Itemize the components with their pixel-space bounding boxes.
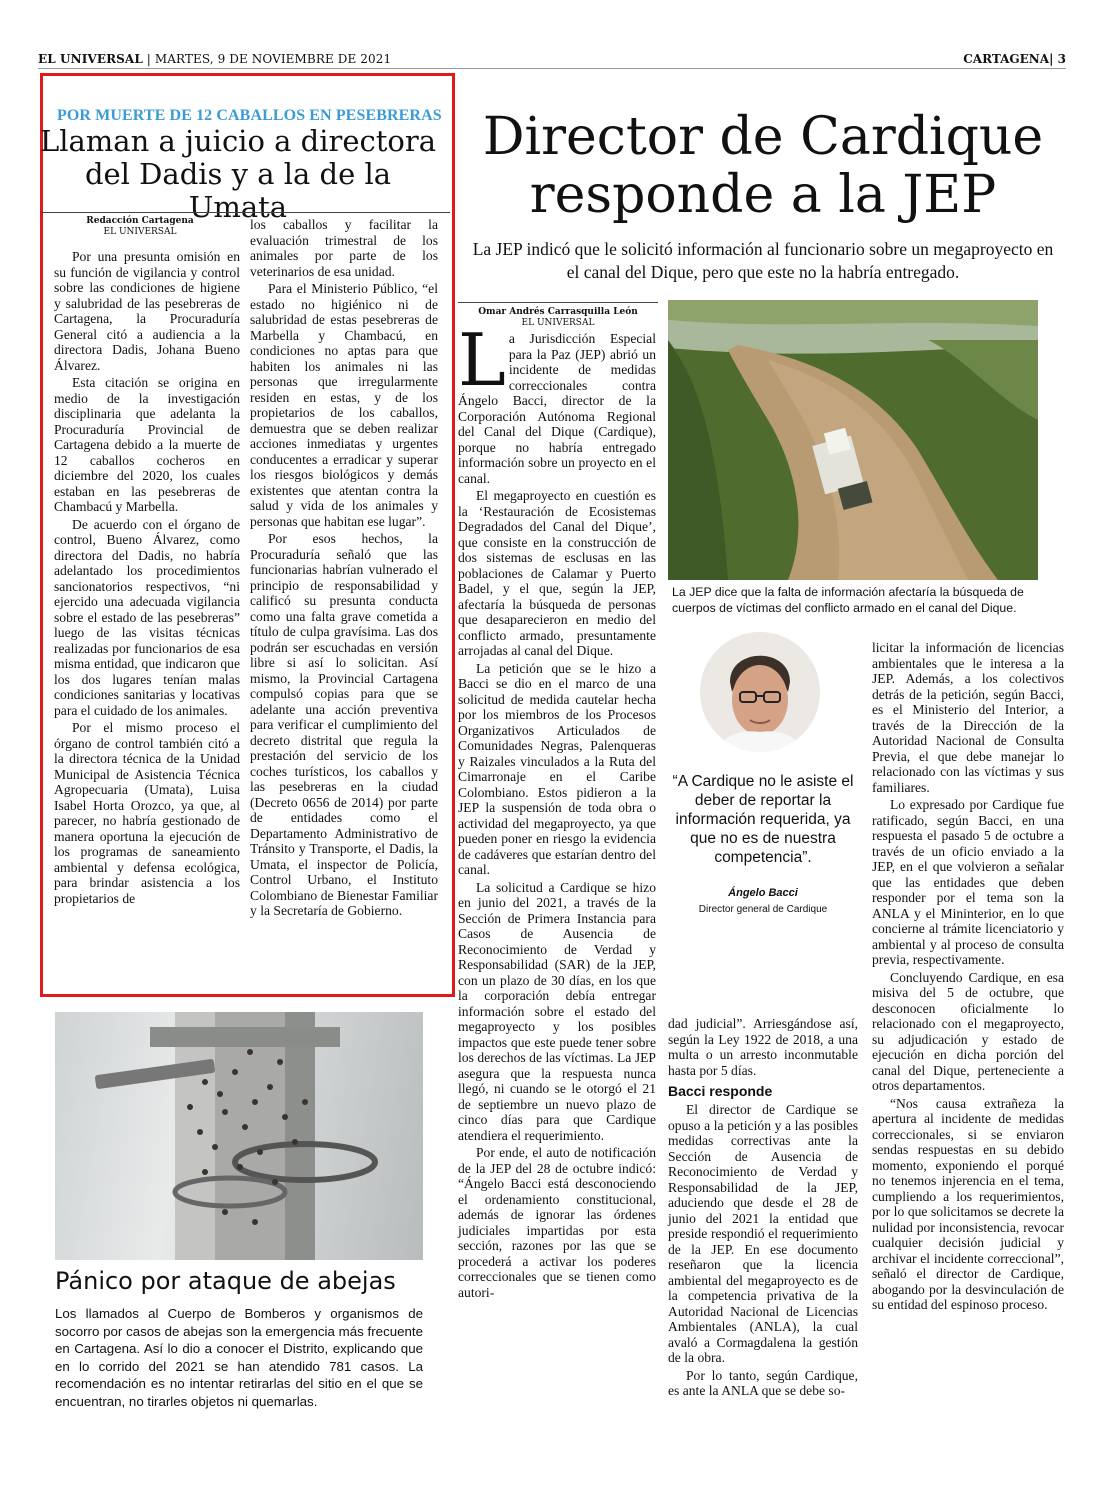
newspaper-name: EL UNIVERSAL	[38, 52, 143, 66]
paragraph: Por ende, el auto de notificación de la JEP del 28 de octubre indicó: “Ángelo Bacci está desconociendo el ordenamiento constitucional, además de ignorar las órdenes judiciales impartidas por esta sección, razones por las que se procederá a activar los poderes correccionales que se tienen como autori-	[458, 1145, 656, 1300]
story-column-2	[250, 217, 438, 921]
paragraph: La solicitud a Cardique se hizo en junio del 2021, a través de la Sección de Primera Instancia para Casos de Ausencia de Reconocimiento de Verdad y Responsabilidad (SAR) de la JEP, con un plazo de 30 días, en los que la corporación debía entregar información sobre el estado del megaproyecto y los posibles impactos que este puede tener sobre los derechos de las víctimas. La JEP asegura que la respuesta nunca llegó, ni cuando se le otorgó el 21 de septiembre un nuevo plazo de cinco días para que Cardique atendiera el requerimiento.	[458, 879, 656, 1143]
quote-author: Ángelo Bacci	[728, 887, 798, 899]
lead-paragraph: a Jurisdicción Especial para la Paz (JEP) abrió un incidente de medidas correccionales contra Ángelo Bacci, director de la Corporación Autónoma Regional del Canal del Dique (Cardique), porque no habría entregado información sobre un proyecto en el canal.	[458, 331, 656, 486]
photo-caption: La JEP dice que la falta de información afectaría la búsqueda de cuerpos de víctimas del conflicto armado en el canal del Dique.	[672, 585, 1024, 615]
section-subhead: Bacci responde	[668, 1083, 773, 1099]
canal-illustration	[668, 300, 1038, 580]
paragraph: Por lo tanto, según Cardique, es ante la ANLA que se debe so-	[668, 1367, 858, 1398]
paragraph: El megaproyecto en cuestión es la ‘Restauración de Ecosistemas Degradados del Canal del Dique’, que consiste en la construcción de dos sistemas de esclusas en las poblaciones de Calamar y Puerto Badel, y el que, según la JEP, afectaría la búsqueda de personas que desaparecieron en medio del conflicto armado, presuntamente arrojadas al canal del Dique.	[458, 488, 656, 658]
main-column-3	[872, 640, 1064, 1315]
canal-photo	[668, 300, 1038, 580]
byline-rule	[40, 212, 450, 213]
paragraph: Lo expresado por Cardique fue ratificado, según Bacci, en una respuesta el pasado 5 de octubre a través de un oficio enviado a la JEP, en el que volvieron a señalar que las entidades que deben responder por el tema son la ANLA y el Mininterior, en lo que concierne al trámite licenciatorio y ambiental y al proceso de consulta previa, respectivamente.	[872, 797, 1064, 967]
paragraph: Esta citación se origina en medio de la investigación disciplinaria que adelanta la Procuraduría Provincial de Cartagena debido a la muerte de 12 caballos cocheros en diciembre del 2020, los cuales estaban en las pesebreras de Chambacú y Marbella.	[54, 375, 240, 514]
pull-quote: “A Cardique no le asiste el deber de reportar la información requerida, ya que no es de nuestra competencia”.	[672, 773, 854, 866]
quote-author-role: Director general de Cardique	[698, 904, 828, 915]
bees-photo	[55, 1012, 423, 1260]
main-column-2-continued	[668, 1102, 858, 1401]
pole-illustration	[55, 1012, 423, 1260]
byline-rule	[458, 302, 658, 303]
byline-name: Redacción Cartagena	[86, 216, 194, 226]
paragraph: Por una presunta omisión en su función de vigilancia y control sobre las condiciones de higiene y salubridad de las pesebreras de Cartagena, la Procuraduría General citó a audiencia a la directora Dadis, Johana Bueno Álvarez.	[54, 249, 240, 373]
paragraph: Por el mismo proceso el órgano de control también citó a la directora técnica de la Unidad Municipal de Asistencia Técnica Agropecuaria (Umata), Luisa Isabel Horta Orozco, ya que, al parecer, no habría gestionado de manera oportuna la ejecución de los programas de saneamiento ambiental y defensa ecológica, para brindar asistencia a los propietarios de	[54, 720, 240, 906]
portrait-illustration	[700, 632, 820, 752]
paragraph: De acuerdo con el órgano de control, Bueno Álvarez, como directora del Dadis, no habría adelantado los procedimientos sancionatorios respectivos, “ni ejercido una adecuada vigilancia sobre el estado de las pesebreras” luego de las visitas técnicas realizadas por funcionarios de esa misma entidad, que indicaron que los dos lugares tenían malas condiciones sanitarias y locativas para el cuidado de los animales.	[54, 516, 240, 718]
paragraph: La petición que se le hizo a Bacci se dio en el marco de una solicitud de medida cautelar hecha por los miembros de los Procesos Organizativos Articulados de Comunidades Negras, Palenqueras y Raizales vinculados a la Ruta del Cimarronaje en el Caribe Colombiano. Estos pidieron a la JEP la suspensión de toda obra o actividad del megaproyecto, ya que pueden poner en riesgo la evidencia de cadáveres que estarían dentro del canal.	[458, 660, 656, 877]
paragraph: Concluyendo Cardique, en esa misiva del 5 de octubre, que desconocen oficialmente lo relacionado con el megaproyecto, su adjudicación y estado de ejecución en dicha porción del canal del Dique, perteneciente a otros departamentos.	[872, 969, 1064, 1093]
section-name: CARTAGENA|	[963, 52, 1054, 66]
main-headline: Director de Cardique responde a la JEP	[482, 107, 1044, 225]
page-number: 3	[1057, 52, 1066, 66]
story-kicker: POR MUERTE DE 12 CABALLOS EN PESEBRERAS	[57, 107, 442, 124]
byline-outlet: EL UNIVERSAL	[103, 227, 177, 237]
story-column-1	[54, 249, 240, 908]
main-column-2	[668, 1016, 858, 1080]
paragraph: Para el Ministerio Público, “el estado no higiénico ni de salubridad de estas pesebreras de Marbella y Chambacú, en condiciones no aptas para que habiten los animales ni las personas que irregularmente residen en estas, y de los propietarios de los caballos, demuestra que se deben realizar acciones inmediatas y urgentes conducentes a erradicar y superar los riesgos biológicos y demás existentes que atentan contra la salud y vida de los animales y personas que habitan ese lugar”.	[250, 281, 438, 529]
bees-text: Los llamados al Cuerpo de Bomberos y organismos de socorro por casos de abejas son la emergencia más frecuente en Cartagena. Así lo dio a conocer el Distrito, explicando que en lo corrido del 2021 se han atendido 781 casos. La recomendación es no intentar retirarlas del sitio en el que se encuentran, no tirarles objetos ni quemarlas.	[55, 1306, 423, 1409]
paragraph: El director de Cardique se opuso a la petición y a las posibles medidas correctivas ante la Sección de Ausencia de Reconocimiento de Verdad y Responsabilidad de la JEP, aduciendo que desde el 28 de junio del 2021 la entidad que preside respondió el requerimiento de la JEP. En ese documento reseñaron que la licencia ambiental del megaproyecto es de la competencia privativa de la Autoridad Nacional de Licencias Ambientales (ANLA), la cual avaló a Cormagdalena la gestión de la obra.	[668, 1102, 858, 1365]
byline-name: Omar Andrés Carrasquilla León	[478, 307, 638, 317]
paragraph: “Nos causa extrañeza la apertura al incidente de medidas correccionales, si se enviaron sendas respuestas en su debido momento, exponiendo el porqué no tenemos injerencia en el tema, cumpliendo a los requerimientos, por lo que solicitamos se decrete la nulidad por inconsistencia, revocar cualquier decisión judicial y archivar el incidente correccional”, señaló el director de Cardique, abogando por la desvinculación de su entidad del espinoso proceso.	[872, 1095, 1064, 1312]
main-subheadline: La JEP indicó que le solicitó información al funcionario sobre un megaproyecto en el canal del Dique, pero que este no la habría entregado.	[472, 239, 1054, 282]
byline-outlet: EL UNIVERSAL	[521, 318, 595, 328]
story-byline	[40, 216, 240, 238]
paragraph: Por esos hechos, la Procuraduría señaló que las funcionarias habrían vulnerado el principio de responsabilidad y calificó su presunta conducta como una falta grave cometida a título de culpa gravísima. Las dos podrán ser escuchadas en versión libre si así lo solicitan. Así mismo, la Provincial Cartagena compulsó copias para que se adelante una acción preventiva para verificar el cumplimiento del decreto distrital que regula la prestación del servicio de los coches turísticos, los caballos y las pesebreras en la ciudad (Decreto 0656 de 2014) por parte de entidades como el Departamento Administrativo de Tránsito y Transporte, el Dadis, la Umata, el inspector de Policía, Control Urbano, el Instituto Colombiano de Bienestar Familiar y la Secretaría de Gobierno.	[250, 531, 438, 918]
paragraph: dad judicial”. Arriesgándose así, según la Ley 1922 de 2018, a una multa o un arresto inconmutable hasta por 5 días.	[668, 1016, 858, 1078]
bees-headline: Pánico por ataque de abejas	[55, 1267, 396, 1295]
paragraph: licitar la información de licencias ambientales que le interesa a la JEP. Además, a los colectivos detrás de la petición, según Bacci, es el Ministerio del Interior, a través de la Dirección de la Autoridad Nacional de Consulta Previa, el que debe manejar lo relacionado con las víctimas y sus familiares.	[872, 640, 1064, 795]
masthead	[38, 50, 1066, 69]
issue-date: | MARTES, 9 DE NOVIEMBRE DE 2021	[146, 52, 392, 66]
portrait-photo	[700, 632, 820, 752]
paragraph: los caballos y facilitar la evaluación trimestral de los animales por parte de los veterinarios de esa unidad.	[250, 217, 438, 279]
story-headline: Llaman a juicio a directora del Dadis y a la de la Umata	[39, 124, 437, 224]
drop-cap: L	[458, 318, 506, 402]
